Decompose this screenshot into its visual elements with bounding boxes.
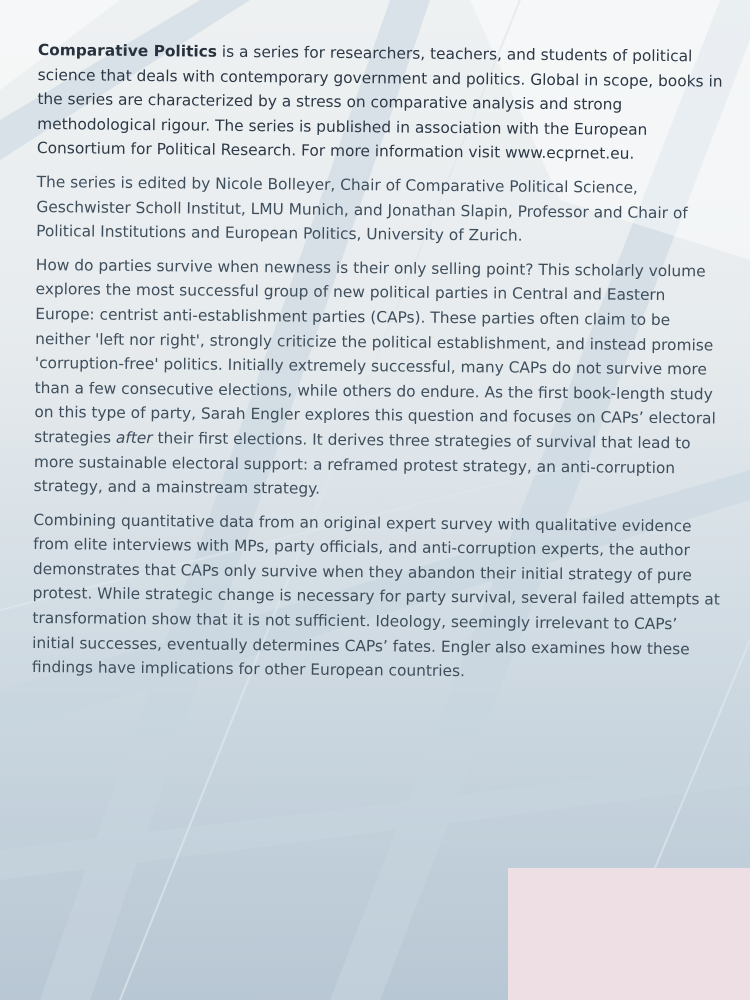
book-summary-tail: their first elections. It derives three strategies of survival that lead to more sustainable electoral support: a reframed protest strategy, an anti-corruption strategy, and a mainstream strategy. [33,429,691,498]
book-summary [34,253,726,506]
book-summary-lead: How do parties survive when newness is their only selling point? This scholarly volume explores the most successful group of new political parties in Central and Eastern Europe: centrist anti-establishment parties (CAPs). These parties often claim to be neither 'left nor right', strongly criticize the political establishment, and instead promise 'corruption-free' politics. Initially extremely successful, many CAPs do not survive more than a few consecutive elections, while others do endure. As the first book-length study on this type of party, Sarah Engler explores this question and focuses on CAPs’ electoral strategies [34,255,716,447]
book-findings: Combining quantitative data from an original expert survey with qualitative evidence from elite interviews with MPs, party officials, and anti-corruption experts, the author demonstrates that CAPs only survive when they abandon their initial strategy of pure protest. While strategic change is necessary for party survival, several failed attempts at transformation show that it is not sufficient. Ideology, seemingly irrelevant to CAPs’ initial successes, eventually determines CAPs’ fates. Engler also examines how these findings have implications for other European countries. [31,510,720,681]
barcode-area [508,868,750,1000]
book-summary-emphasis: after [115,428,153,448]
back-cover-text [32,38,728,695]
series-name: Comparative Politics [37,40,218,61]
series-description-text: is a series for researchers, teachers, and students of political science that deals with contemporary government and politics. Global in scope, books in the series are characterized by a stress on comparative analysis and strong methodological rigour. The series is published in association with the European Consortium for Political Research. For more information visit www.ecprnet.eu. [36,42,723,164]
series-editors: The series is edited by Nicole Bolleyer, Chair of Comparative Political Science, Geschwister Scholl Institut, LMU Munich, and Jonathan Slapin, Professor and Chair of Political Institutions and European Politics, University of Zurich. [36,172,688,245]
series-description [37,38,728,168]
